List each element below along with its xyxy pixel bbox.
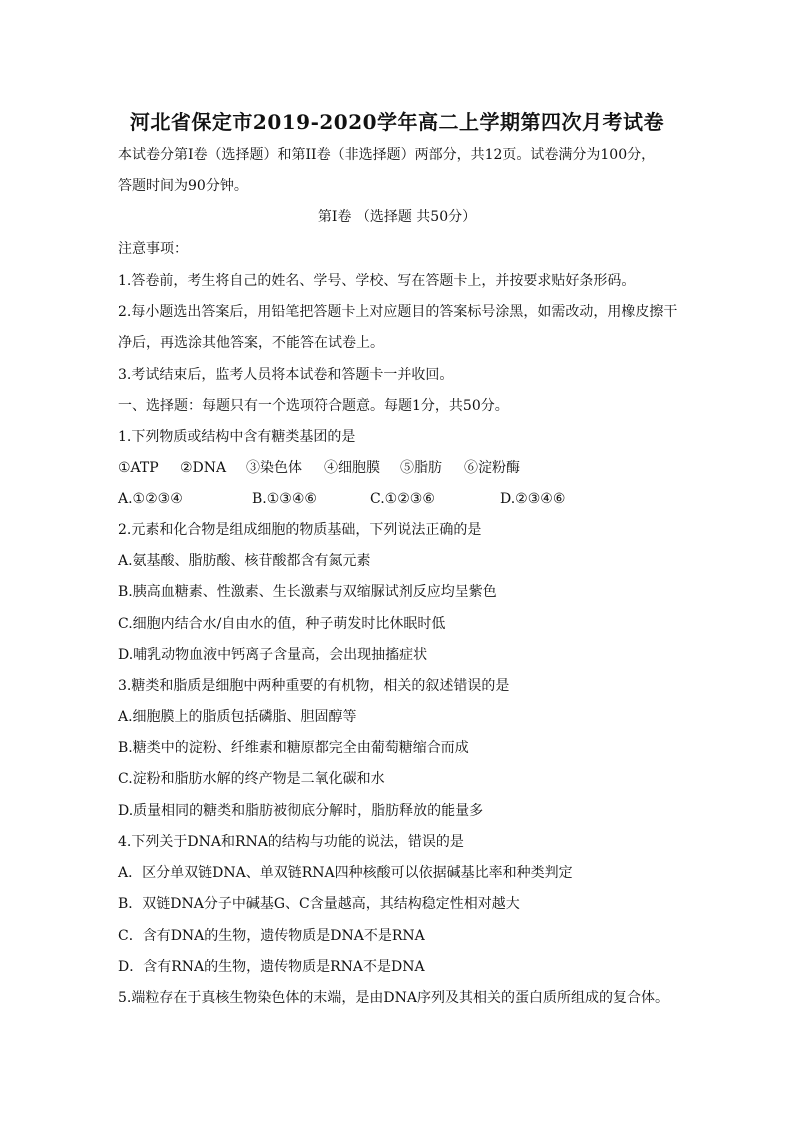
q1-item-3: ③染色体 — [246, 460, 302, 476]
note-3: 3.考试结束后，监考人员将本试卷和答题卡一并收回。 — [118, 367, 454, 383]
q1-stem: 1.下列物质或结构中含有糖类基团的是 — [118, 429, 356, 445]
q4-stem: 4.下列关于DNA和RNA的结构与功能的说法，错误的是 — [118, 834, 464, 850]
q3-stem: 3.糖类和脂质是细胞中两种重要的有机物，相关的叙述错误的是 — [118, 678, 510, 694]
note-1: 1.答卷前，考生将自己的姓名、学号、学校、写在答题卡上，并按要求贴好条形码。 — [118, 273, 636, 289]
section-1-heading: 一、选择题：每题只有一个选项符合题意。每题1分，共50分。 — [118, 398, 509, 414]
q2-option-a: A.氨基酸、脂肪酸、核苷酸都含有氮元素 — [118, 553, 371, 569]
q5-stem: 5.端粒存在于真核生物染色体的末端，是由DNA序列及其相关的蛋白质所组成的复合体。 — [118, 990, 669, 1006]
note-2-line-2: 净后，再选涂其他答案，不能答在试卷上。 — [118, 335, 384, 351]
q3-option-c: C.淀粉和脂肪水解的终产物是二氧化碳和水 — [118, 771, 385, 787]
q1-item-4: ④细胞膜 — [324, 460, 380, 476]
part1-heading: 第I卷 （选择题 共50分） — [317, 209, 477, 225]
q2-stem: 2.元素和化合物是组成细胞的物质基础，下列说法正确的是 — [118, 522, 482, 538]
q1-option-b: B.①③④⑥ — [252, 491, 317, 507]
q1-option-c: C.①②③⑥ — [370, 491, 435, 507]
q4-option-d: D．含有RNA的生物，遗传物质是RNA不是DNA — [118, 959, 425, 975]
q1-item-6: ⑥淀粉酶 — [464, 460, 520, 476]
q1-option-a: A.①②③④ — [118, 491, 183, 507]
q3-option-d: D.质量相同的糖类和脂肪被彻底分解时，脂肪释放的能量多 — [118, 803, 484, 819]
q2-option-b: B.胰高血糖素、性激素、生长激素与双缩脲试剂反应均呈紫色 — [118, 584, 497, 600]
q4-option-c: C．含有DNA的生物，遗传物质是DNA不是RNA — [118, 928, 425, 944]
q1-item-5: ⑤脂肪 — [400, 460, 442, 476]
note-2-line-1: 2.每小题选出答案后，用铅笔把答题卡上对应题目的答案标号涂黑，如需改动，用橡皮擦干 — [118, 304, 678, 320]
q4-option-b: B．双链DNA分子中碱基G、C含量越高，其结构稳定性相对越大 — [118, 896, 520, 912]
intro-line-1: 本试卷分第I卷（选择题）和第II卷（非选择题）两部分，共12页。试卷满分为100分， — [118, 147, 656, 163]
q4-option-a: A．区分单双链DNA、单双链RNA四种核酸可以依据碱基比率和种类判定 — [118, 865, 573, 881]
q1-item-1: ①ATP — [118, 460, 159, 476]
q2-option-d: D.哺乳动物血液中钙离子含量高，会出现抽搐症状 — [118, 647, 428, 663]
q2-option-c: C.细胞内结合水/自由水的值，种子萌发时比休眠时低 — [118, 616, 446, 632]
q3-option-a: A.细胞膜上的脂质包括磷脂、胆固醇等 — [118, 709, 357, 725]
q1-item-2: ②DNA — [180, 460, 227, 476]
q1-option-d: D.②③④⑥ — [500, 491, 566, 507]
q3-option-b: B.糖类中的淀粉、纤维素和糖原都完全由葡萄糖缩合而成 — [118, 740, 469, 756]
intro-line-2: 答题时间为90分钟。 — [118, 178, 248, 194]
notes-heading: 注意事项： — [118, 241, 188, 257]
exam-title: 河北省保定市2019-2020学年高二上学期第四次月考试卷 — [129, 110, 665, 134]
